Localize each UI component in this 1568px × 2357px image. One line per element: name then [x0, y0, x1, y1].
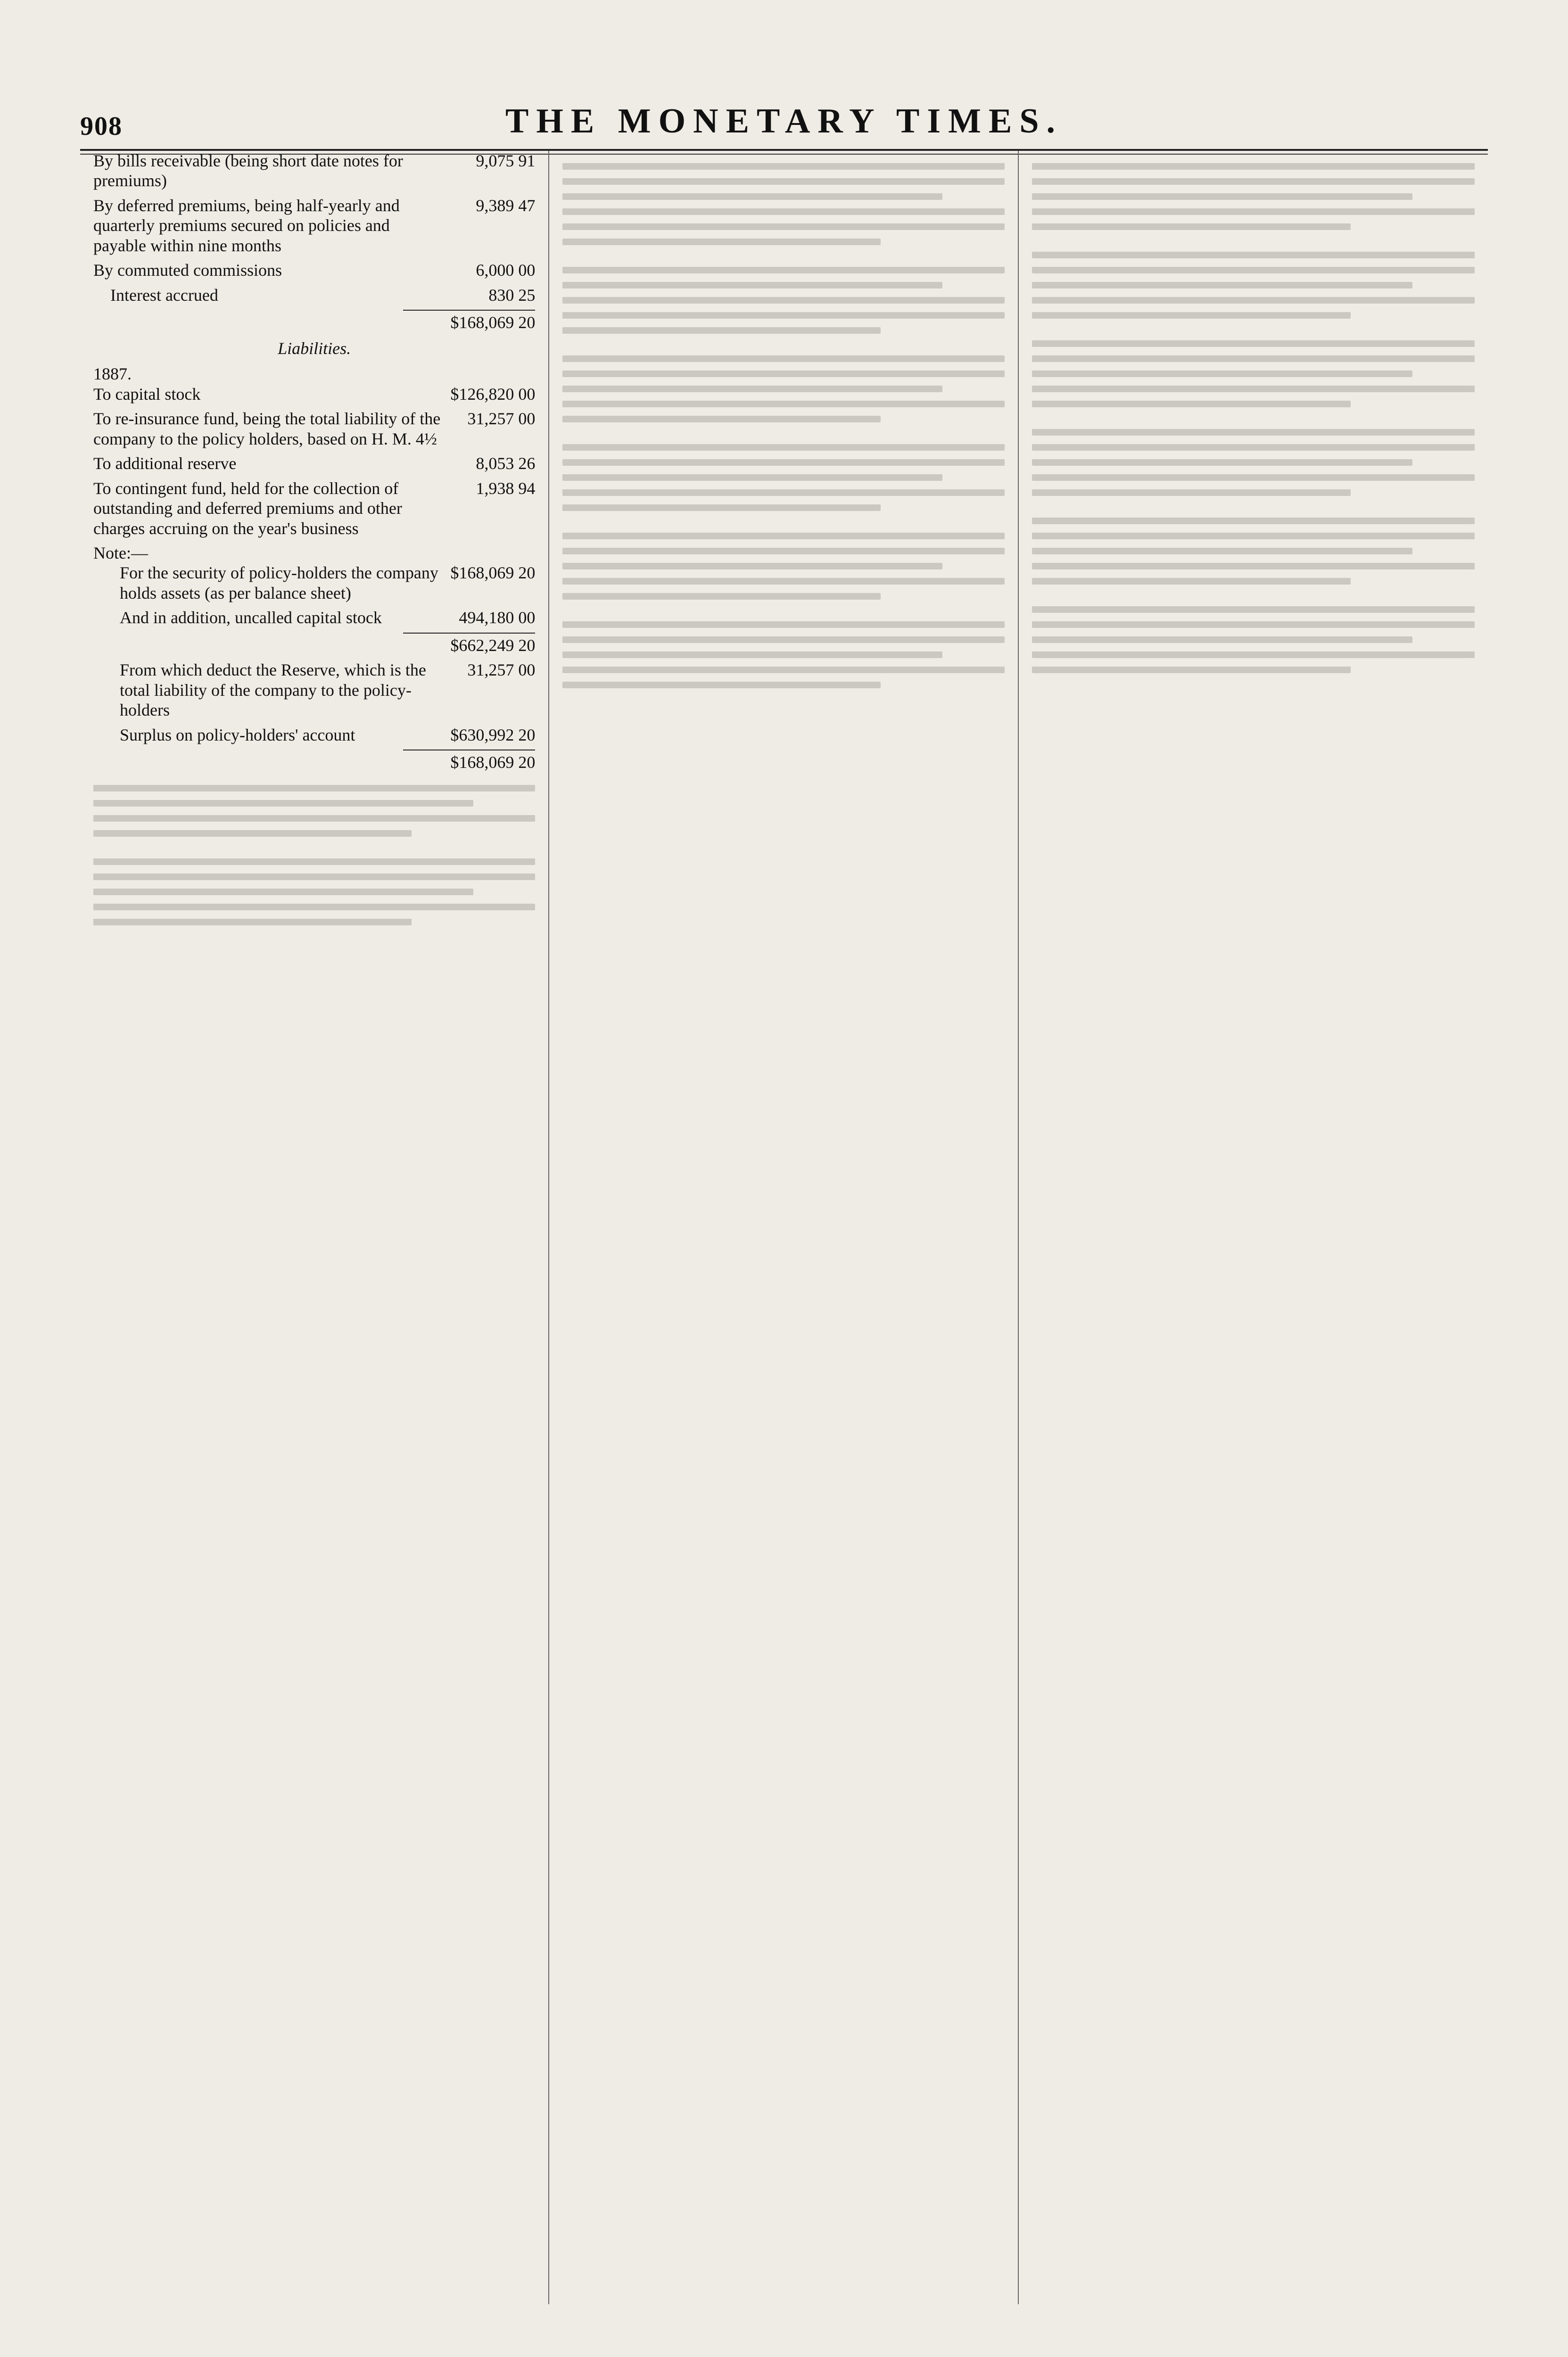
- text-line-placeholder: [562, 239, 881, 245]
- spacer: [562, 608, 1004, 613]
- note-label: Note:—: [93, 543, 148, 562]
- text-line-placeholder: [562, 312, 1004, 319]
- liability-line: [93, 453, 535, 473]
- column-3: [1019, 151, 1488, 2304]
- text-line-placeholder: [562, 416, 881, 422]
- note-line: [120, 725, 535, 745]
- spacer: [1032, 504, 1475, 509]
- text-line-placeholder: [562, 401, 1004, 407]
- note-line-amount: 31,257 00: [467, 660, 536, 680]
- note-subtotal-rule: [403, 633, 535, 634]
- note-line-label: [120, 635, 441, 655]
- asset-label: By bills receivable (being short date notes for premiums): [93, 151, 403, 190]
- text-line-placeholder: [1032, 252, 1475, 258]
- text-line-placeholder: [1032, 178, 1475, 185]
- spacer: [1032, 239, 1475, 243]
- text-line-placeholder: [562, 193, 942, 200]
- text-line-placeholder: [1032, 489, 1351, 496]
- masthead-title: THE MONETARY TIMES.: [505, 102, 1063, 140]
- text-line-placeholder: [1032, 401, 1351, 407]
- article-columns: [80, 151, 1488, 2304]
- spacer: [562, 519, 1004, 524]
- text-line-placeholder: [562, 651, 942, 658]
- text-line-placeholder: [562, 474, 942, 481]
- text-line-placeholder: [1032, 163, 1475, 170]
- text-line-placeholder: [93, 858, 535, 865]
- page-header: [80, 90, 1488, 141]
- text-line-placeholder: [562, 578, 1004, 585]
- text-line-placeholder: [562, 504, 881, 511]
- text-line-placeholder: [1032, 444, 1475, 451]
- asset-label: Interest accrued: [110, 285, 218, 305]
- spacer: [1032, 416, 1475, 420]
- text-line-placeholder: [93, 904, 535, 910]
- text-line-placeholder: [562, 371, 1004, 377]
- text-line-placeholder: [1032, 429, 1475, 436]
- liability-label: To additional reserve: [93, 454, 237, 473]
- liabilities-total-amount: $168,069 20: [450, 753, 536, 772]
- text-line-placeholder: [562, 593, 881, 600]
- text-line-placeholder: [93, 874, 535, 880]
- text-line-placeholder: [562, 386, 942, 392]
- text-line-placeholder: [1032, 340, 1475, 347]
- text-line-placeholder: [1032, 459, 1413, 466]
- text-line-placeholder: [1032, 533, 1475, 539]
- text-line-placeholder: [562, 489, 1004, 496]
- text-line-placeholder: [1032, 355, 1475, 362]
- liabilities-list: [93, 384, 535, 538]
- text-line-placeholder: [1032, 267, 1475, 273]
- text-line-placeholder: [1032, 386, 1475, 392]
- text-line-placeholder: [562, 267, 1004, 273]
- assets-total-line: [93, 313, 535, 332]
- note-lines: [120, 563, 535, 745]
- text-line-placeholder: [1032, 474, 1475, 481]
- text-line-placeholder: [1032, 282, 1413, 288]
- note-line-amount: $630,992 20: [450, 725, 536, 744]
- text-line-placeholder: [93, 830, 412, 837]
- liability-label: To contingent fund, held for the collection of outstanding and deferred premiums and other charges accruing on the year's business: [93, 478, 402, 538]
- column-3-body-placeholder: [1032, 163, 1475, 673]
- text-line-placeholder: [1032, 518, 1475, 524]
- liability-amount: $126,820 00: [450, 384, 536, 404]
- liability-amount: 31,257 00: [467, 409, 536, 429]
- text-line-placeholder: [1032, 297, 1475, 304]
- text-line-placeholder: [1032, 208, 1475, 215]
- note-line-amount: $662,249 20: [450, 635, 536, 655]
- liability-amount: 1,938 94: [476, 478, 536, 498]
- note-line-amount: 494,180 00: [459, 608, 536, 627]
- liabilities-total-spacer: [93, 752, 441, 772]
- text-line-placeholder: [1032, 371, 1413, 377]
- asset-amount: 9,075 91: [476, 151, 536, 170]
- text-line-placeholder: [93, 889, 473, 895]
- asset-label: By deferred premiums, being half-yearly and quarterly premiums secured on policies and payable within nine months: [93, 196, 400, 255]
- note-line: [120, 608, 535, 627]
- column-2-body-placeholder: [562, 163, 1004, 688]
- note-line: [120, 635, 535, 655]
- note-line: [120, 660, 535, 720]
- note-line-label: Surplus on policy-holders' account: [120, 725, 355, 744]
- asset-amount: 830 25: [488, 285, 536, 305]
- text-line-placeholder: [93, 815, 535, 822]
- liability-label: To re-insurance fund, being the total liability of the company to the policy holders, based on H. M. 4½: [93, 409, 441, 448]
- text-line-placeholder: [93, 785, 535, 791]
- liabilities-year: 1887.: [93, 364, 132, 384]
- spacer: [562, 431, 1004, 436]
- text-line-placeholder: [93, 919, 412, 925]
- spacer: [562, 342, 1004, 347]
- assets-total-spacer: [93, 313, 441, 332]
- column-1: [80, 151, 549, 2304]
- asset-amount: 6,000 00: [476, 261, 536, 280]
- liability-line: [93, 384, 535, 404]
- page-number: 908: [80, 112, 123, 141]
- assets-list: [93, 151, 535, 333]
- text-line-placeholder: [562, 621, 1004, 628]
- text-line-placeholder: [562, 178, 1004, 185]
- note-line-label: From which deduct the Reserve, which is the total liability of the company to the policy-holders: [120, 660, 426, 720]
- text-line-placeholder: [562, 223, 1004, 230]
- text-line-placeholder: [562, 297, 1004, 304]
- liabilities-heading: Liabilities.: [278, 338, 351, 358]
- text-line-placeholder: [562, 636, 1004, 643]
- asset-line: [93, 151, 535, 191]
- text-line-placeholder: [1032, 621, 1475, 628]
- liability-line: [93, 409, 535, 449]
- text-line-placeholder: [562, 548, 1004, 554]
- text-line-placeholder: [562, 533, 1004, 539]
- text-line-placeholder: [562, 682, 881, 688]
- text-line-placeholder: [562, 667, 1004, 673]
- text-line-placeholder: [1032, 578, 1351, 585]
- assets-total-amount: $168,069 20: [450, 313, 536, 332]
- liability-label: To capital stock: [93, 384, 201, 404]
- text-line-placeholder: [562, 444, 1004, 451]
- text-line-placeholder: [562, 327, 881, 334]
- column-2: [549, 151, 1018, 2304]
- text-line-placeholder: [562, 563, 942, 569]
- text-line-placeholder: [1032, 636, 1413, 643]
- asset-line: [110, 285, 535, 305]
- spacer: [1032, 593, 1475, 598]
- spacer: [562, 254, 1004, 258]
- asset-line: [93, 260, 535, 280]
- text-line-placeholder: [1032, 651, 1475, 658]
- text-line-placeholder: [1032, 548, 1413, 554]
- note-line-label: And in addition, uncalled capital stock: [120, 608, 382, 627]
- text-line-placeholder: [562, 163, 1004, 170]
- text-line-placeholder: [93, 800, 473, 807]
- liability-line: [93, 478, 535, 538]
- text-line-placeholder: [1032, 606, 1475, 613]
- text-line-placeholder: [1032, 223, 1351, 230]
- asset-line: [93, 196, 535, 255]
- column-1-body-placeholder: [93, 785, 535, 925]
- liability-amount: 8,053 26: [476, 454, 536, 473]
- text-line-placeholder: [562, 282, 942, 288]
- text-line-placeholder: [1032, 312, 1351, 319]
- liabilities-total-line: [93, 752, 535, 772]
- text-line-placeholder: [1032, 563, 1475, 569]
- note-line: [120, 563, 535, 603]
- text-line-placeholder: [562, 208, 1004, 215]
- assets-total-rule: [403, 310, 535, 311]
- note-line-amount: $168,069 20: [450, 563, 536, 583]
- spacer: [93, 845, 535, 850]
- text-line-placeholder: [562, 355, 1004, 362]
- text-line-placeholder: [1032, 667, 1351, 673]
- note-line-label: For the security of policy-holders the company holds assets (as per balance sheet): [120, 563, 438, 602]
- asset-label: By commuted commissions: [93, 261, 282, 280]
- asset-amount: 9,389 47: [476, 196, 536, 215]
- spacer: [1032, 327, 1475, 332]
- text-line-placeholder: [562, 459, 1004, 466]
- text-line-placeholder: [1032, 193, 1413, 200]
